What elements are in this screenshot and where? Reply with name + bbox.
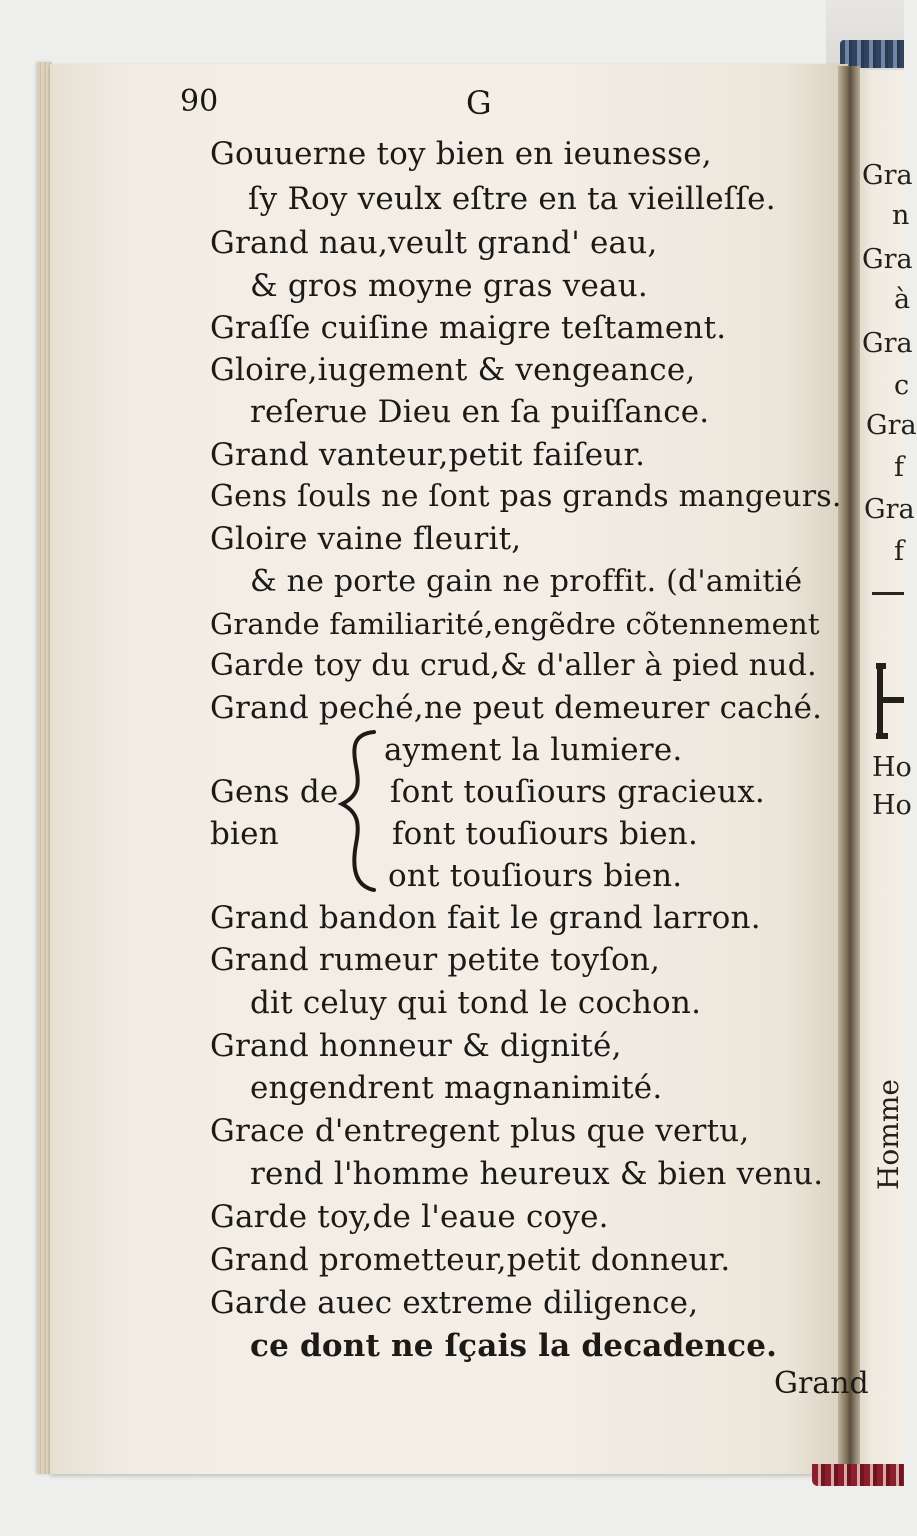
facing-fragment: Gra (866, 410, 917, 441)
catchword: Grand (774, 1366, 869, 1401)
text-line: Gouuerne toy bien en ieunesse, (210, 136, 712, 172)
text-line: Garde auec extreme diligence, (210, 1285, 699, 1321)
divider-rule (872, 592, 904, 595)
text-line: & ne porte gain ne proffit. (d'amitié (250, 564, 803, 599)
text-line: engendrent magnanimité. (250, 1070, 663, 1106)
facing-fragment: Gra (862, 244, 913, 275)
text-line: Grand rumeur petite toyſon, (210, 942, 661, 978)
brace-item: ſont touſiours gracieux. (390, 774, 765, 810)
text-line: Grand prometteur,petit donneur. (210, 1242, 731, 1278)
facing-fragment: Gra (862, 160, 913, 191)
headband-top (840, 40, 904, 68)
facing-fragment: Ho (872, 752, 912, 783)
text-line: & gros moyne gras veau. (250, 268, 648, 304)
brace-item: ayment la lumiere. (384, 732, 683, 768)
text-line: Grande familiarité,engẽdre cõtennement (210, 607, 820, 641)
curly-brace-icon (334, 726, 378, 896)
text-line: Graſſe cuiſine maigre teſtament. (210, 310, 727, 346)
facing-fragment: à (894, 284, 911, 315)
brace-left-word: bien (210, 816, 279, 852)
text-line: Garde toy,de l'eaue coye. (210, 1199, 609, 1235)
initial-letter-h-icon (874, 662, 904, 740)
text-line: rend l'homme heureux & bien venu. (250, 1156, 824, 1192)
facing-fragment: f (894, 536, 904, 567)
text-line: dit celuy qui tond le cochon. (250, 985, 702, 1021)
brace-item: ont touſiours bien. (388, 858, 683, 894)
text-line: reſerue Dieu en ſa puiſſance. (250, 394, 710, 430)
facing-fragment: f (894, 452, 904, 483)
facing-running-word: Homme (872, 1079, 905, 1190)
headband-bottom (812, 1464, 904, 1486)
text-line: Grace d'entregent plus que vertu, (210, 1113, 750, 1149)
text-line: ce dont ne ſçais la decadence. (250, 1328, 778, 1364)
text-line: ſy Roy veulx eſtre en ta vieilleſſe. (248, 181, 776, 217)
text-line: Grand honneur & dignité, (210, 1028, 622, 1064)
section-letter: G (466, 84, 492, 122)
facing-fragment: Gra (864, 494, 915, 525)
book-gutter (838, 66, 860, 1476)
brace-item: font touſiours bien. (392, 816, 699, 852)
text-line: Gloire,iugement & vengeance, (210, 352, 696, 388)
text-line: Garde toy du crud,& d'aller à pied nud. (210, 648, 817, 683)
facing-fragment: Ho (872, 790, 912, 821)
brace-left-word: Gens de (210, 774, 339, 810)
text-line: Grand nau,veult grand' eau, (210, 225, 658, 261)
text-line: Grand bandon fait le grand larron. (210, 900, 761, 936)
facing-fragment: Gra (862, 328, 913, 359)
facing-fragment: c (894, 370, 910, 401)
facing-fragment: n (892, 200, 910, 231)
text-line: Grand peché,ne peut demeurer caché. (210, 690, 823, 726)
text-line: Grand vanteur,petit faiſeur. (210, 437, 646, 473)
page-number: 90 (180, 84, 219, 119)
text-line: Gens ſouls ne ſont pas grands mangeurs. (210, 479, 842, 514)
text-line: Gloire vaine fleurit, (210, 521, 522, 557)
